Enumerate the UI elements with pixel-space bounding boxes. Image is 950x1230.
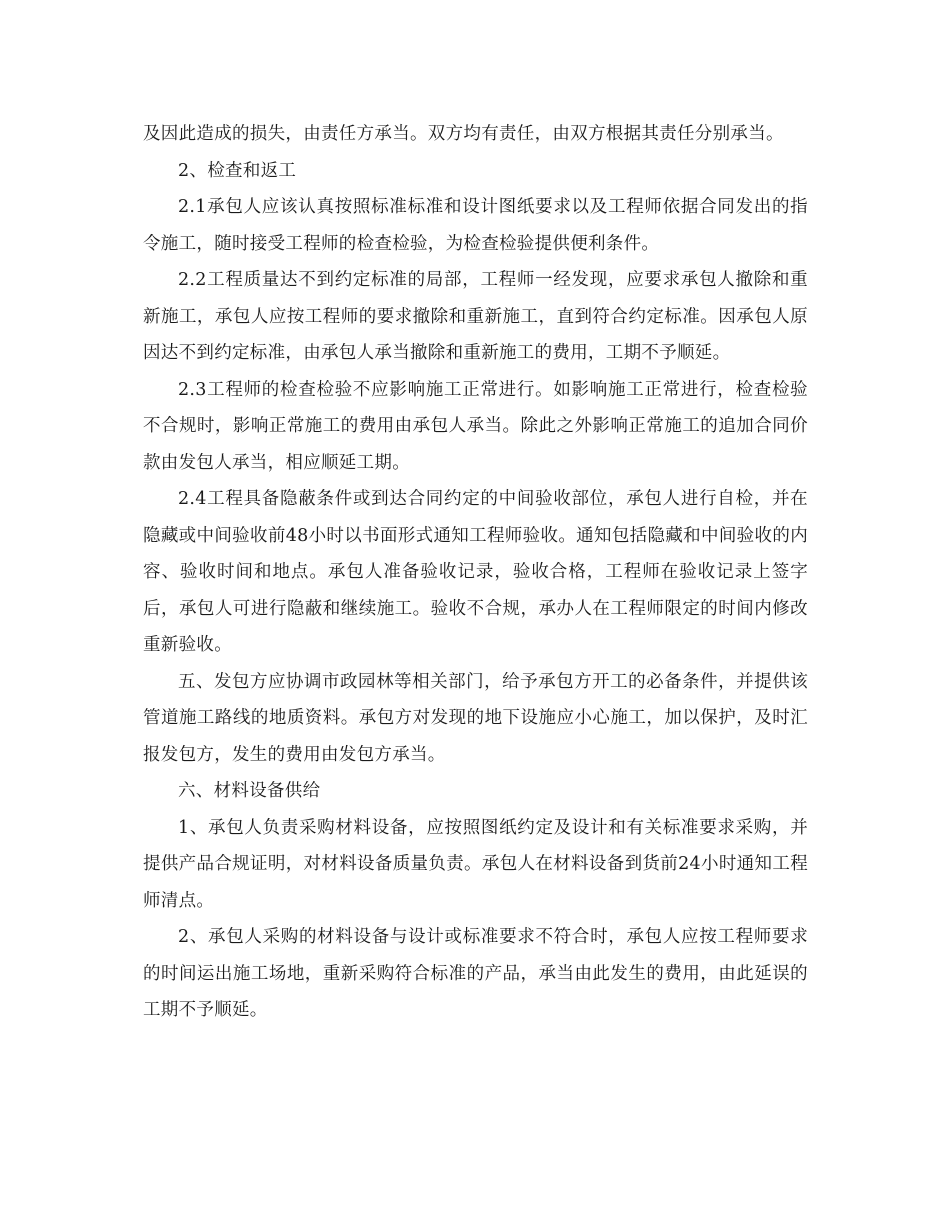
materials-clause-2: 2、承包人采购的材料设备与设计或标准要求不符合时，承包人应按工程师要求的时间运出施工场地，重新采购符合标准的产品，承当由此发生的费用，由此延误的工期不予顺延。	[143, 927, 808, 1020]
document-body	[143, 116, 808, 1029]
section-heading-inspection: 2、检查和返工	[178, 160, 297, 181]
clause-2-4: 2.4工程具备隐蔽条件或到达合同约定的中间验收部位，承包人进行自检，并在隐藏或中间验收前48小时以书面形式通知工程师验收。通知包括隐藏和中间验收的内容、验收时间和地点。承包人准备验收记录，验收合格，工程师在验收记录上签字后，承包人可进行隐蔽和继续施工。验收不合规，承办人在工程师限定的时间内修改重新验收。	[143, 489, 808, 655]
clause-2-1: 2.1承包人应该认真按照标准标准和设计图纸要求以及工程师依据合同发出的指令施工，随时接受工程师的检查检验，为检查检验提供便利条件。	[143, 197, 808, 254]
paragraph-continuation: 及因此造成的损失，由责任方承当。双方均有责任，由双方根据其责任分别承当。	[143, 124, 784, 144]
section-five: 五、发包方应协调市政园林等相关部门，给予承包方开工的必备条件，并提供该管道施工路线的地质资料。承包方对发现的地下设施应小心施工，加以保护，及时汇报发包方，发生的费用由发包方承当。	[143, 671, 808, 765]
clause-2-3: 2.3工程师的检查检验不应影响施工正常进行。如影响施工正常进行，检查检验不合规时，影响正常施工的费用由承包人承当。除此之外影响正常施工的追加合同价款由发包人承当，相应顺延工期。	[143, 379, 808, 473]
section-heading-materials: 六、材料设备供给	[178, 781, 321, 801]
materials-clause-1: 1、承包人负责采购材料设备，应按照图纸约定及设计和有关标准要求采购，并提供产品合规证明，对材料设备质量负责。承包人在材料设备到货前24小时通知工程师清点。	[143, 817, 808, 911]
clause-2-2: 2.2工程质量达不到约定标准的局部，工程师一经发现，应要求承包人撤除和重新施工，承包人应按工程师的要求撤除和重新施工，直到符合约定标准。因承包人原因达不到约定标准，由承包人承当撤除和重新施工的费用，工期不予顺延。	[143, 270, 808, 363]
